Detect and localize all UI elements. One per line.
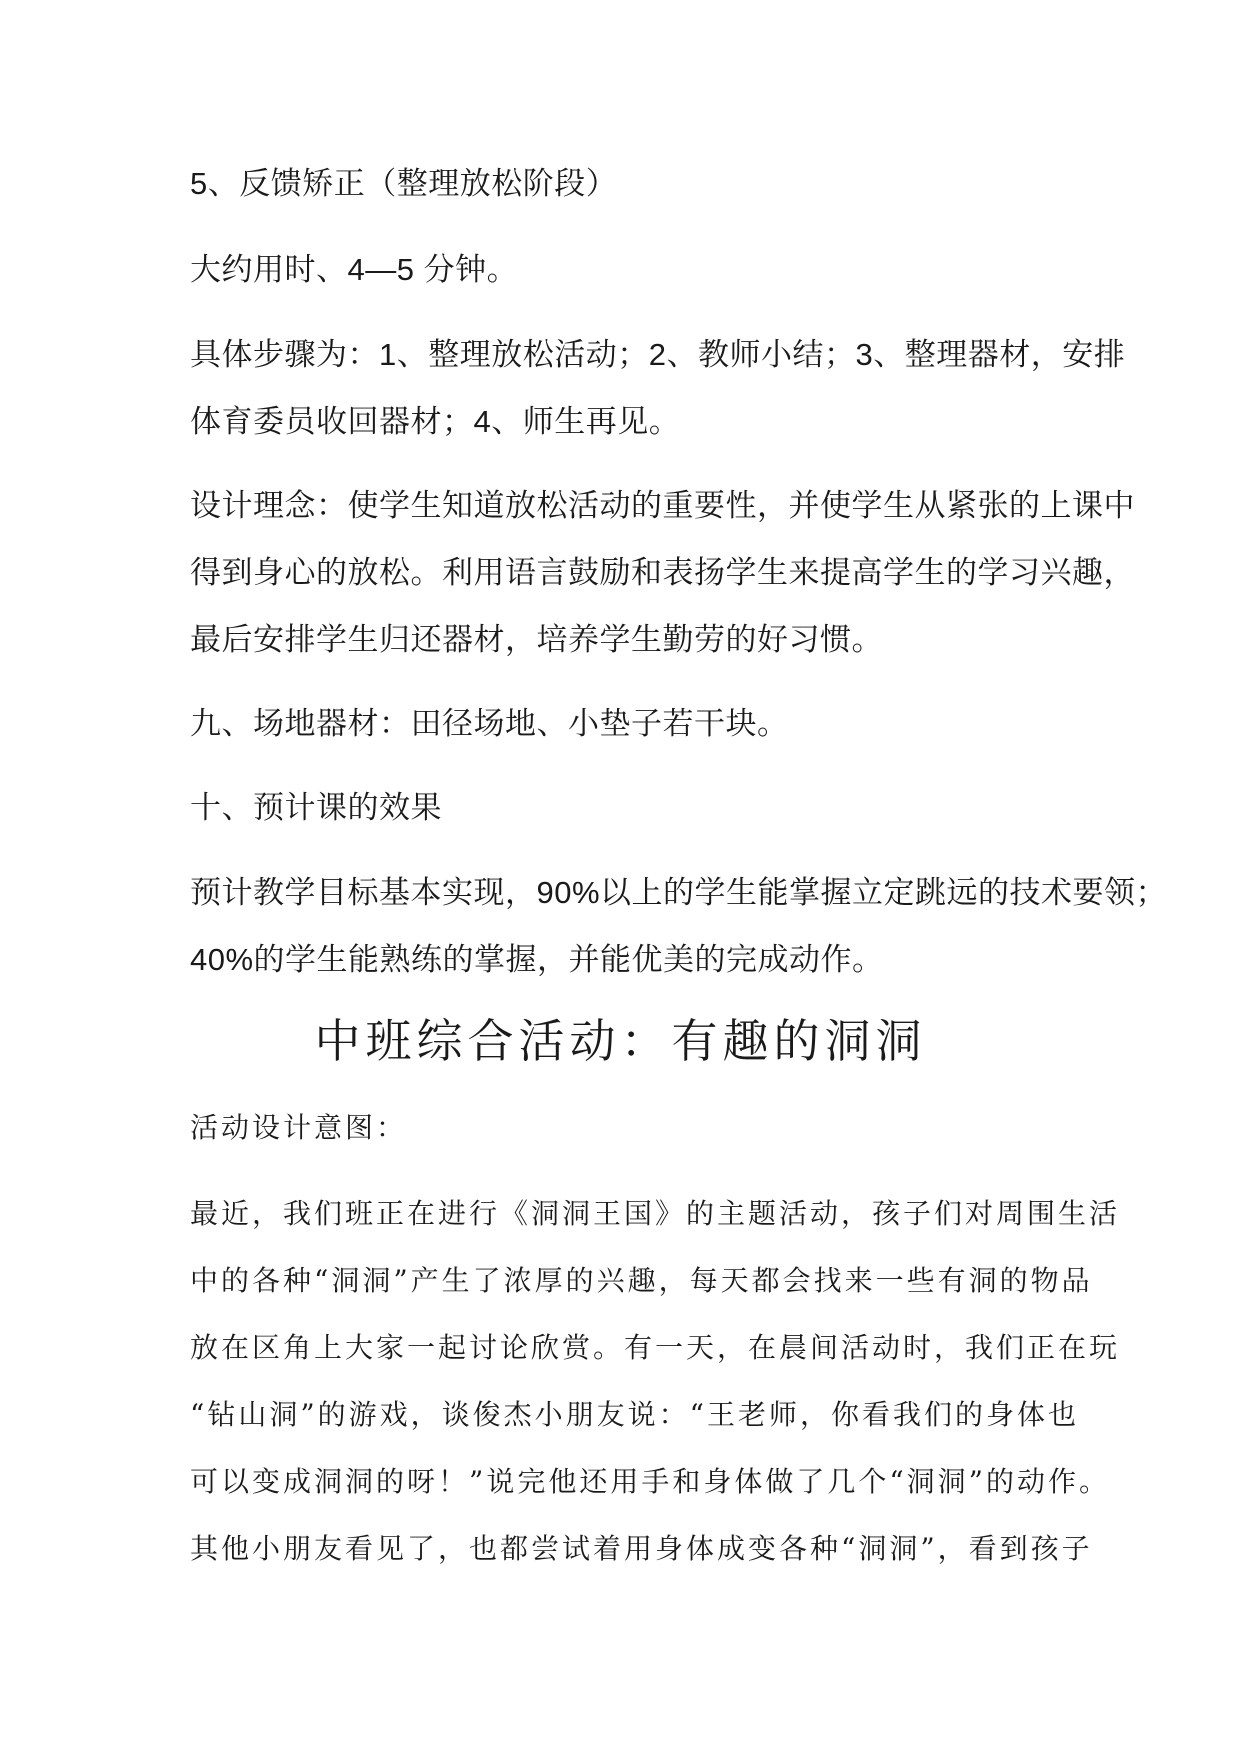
duration-text: 大约用时、4—5 分钟。 — [190, 252, 519, 287]
intent-para-line: 放在区角上大家一起讨论欣赏。有一天，在晨间活动时，我们正在玩 — [190, 1331, 1121, 1364]
effect-line-1: 预计教学目标基本实现，90%以上的学生能掌握立定跳远的技术要领； — [190, 875, 1168, 910]
steps-line-1: 具体步骤为：1、整理放松活动；2、教师小结；3、整理器材，安排 — [190, 337, 1126, 372]
concept-line-2: 得到身心的放松。利用语言鼓励和表扬学生来提高学生的学习兴趣， — [190, 555, 1135, 590]
concept-line-3: 最后安排学生归还器材，培养学生勤劳的好习惯。 — [190, 622, 883, 657]
concept-line-1: 设计理念：使学生知道放松活动的重要性，并使学生从紧张的上课中 — [190, 488, 1135, 523]
activity-title: 中班综合活动：有趣的洞洞 — [314, 1014, 927, 1068]
intent-para-line: “钻山洞”的游戏，谈俊杰小朋友说：“王老师，你看我们的身体也 — [190, 1398, 1079, 1431]
intent-para-line: 其他小朋友看见了，也都尝试着用身体成变各种“洞洞”，看到孩子 — [190, 1532, 1093, 1565]
section9-text: 九、场地器材：田径场地、小垫子若干块。 — [190, 706, 789, 741]
intent-para-line: 中的各种“洞洞”产生了浓厚的兴趣，每天都会找来一些有洞的物品 — [190, 1264, 1093, 1297]
intent-para-line: 可以变成洞洞的呀！”说完他还用手和身体做了几个“洞洞”的动作。 — [190, 1465, 1110, 1498]
intent-para-line: 最近，我们班正在进行《洞洞王国》的主题活动，孩子们对周围生活 — [190, 1197, 1121, 1230]
section5-heading: 5、反馈矫正（整理放松阶段） — [190, 166, 618, 201]
intent-heading: 活动设计意图： — [190, 1111, 408, 1144]
effect-line-2: 40%的学生能熟练的掌握，并能优美的完成动作。 — [190, 942, 884, 977]
steps-line-2: 体育委员收回器材；4、师生再见。 — [190, 404, 681, 439]
section10-heading: 十、预计课的效果 — [190, 790, 442, 825]
